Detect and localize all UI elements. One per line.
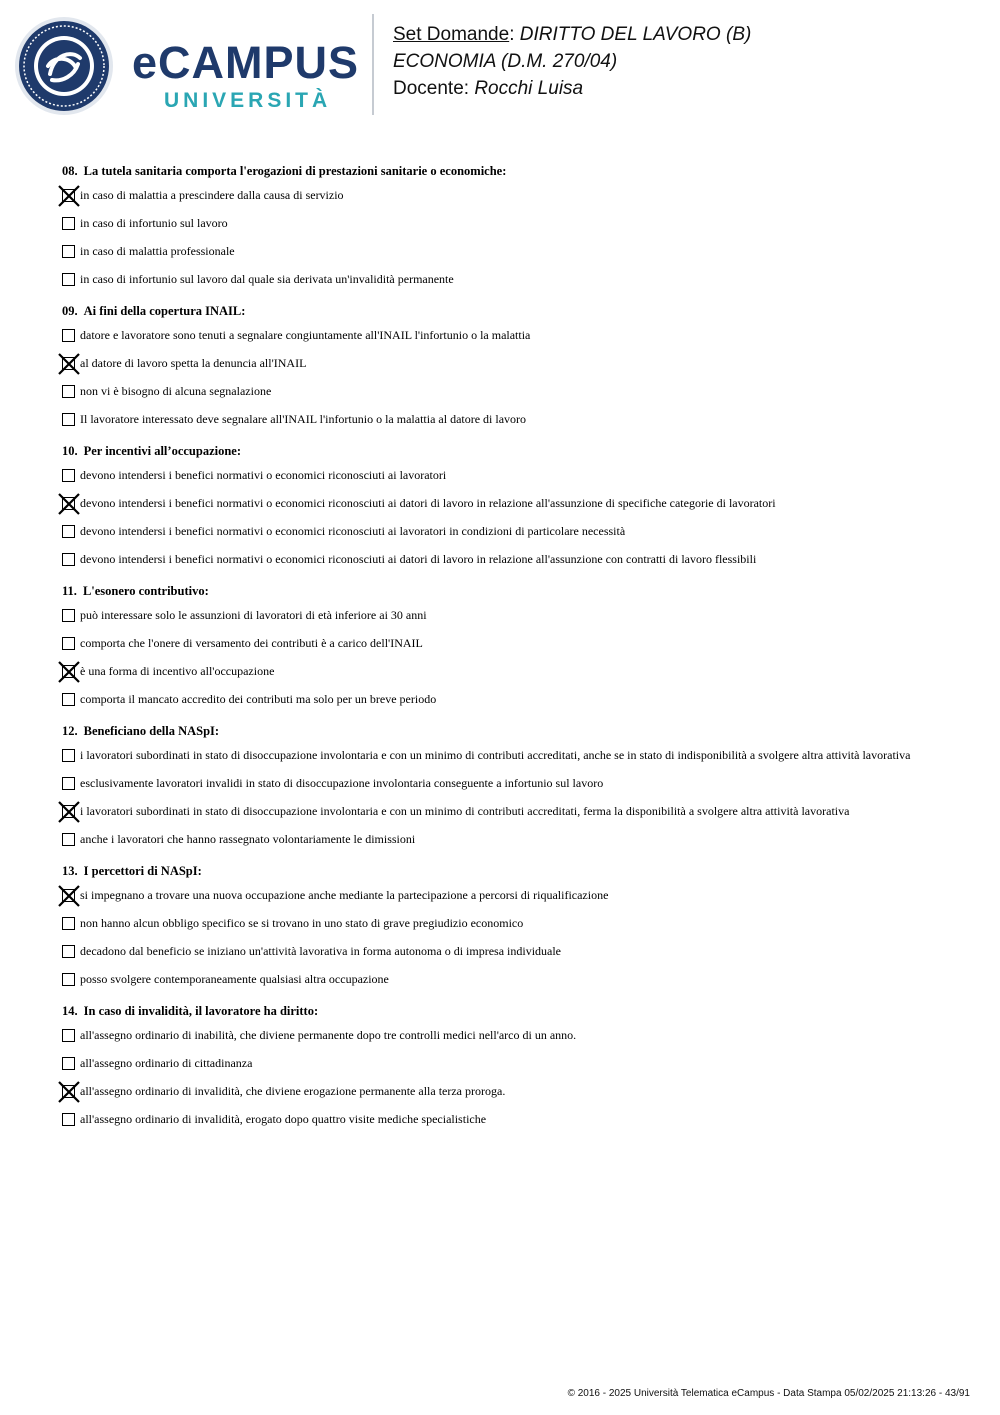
question-text: Per incentivi all’occupazione: [83,444,242,458]
cross-mark-icon [58,353,80,375]
set-label: Set Domande [393,24,510,45]
questions-list [62,163,942,1143]
university-seal-icon [14,16,114,116]
question-block [62,583,942,709]
ecampus-logo [14,16,359,116]
answer-text: all'assegno ordinario di inabilità, che diviene permanente dopo tre controlli medici nell'arco di un anno. [80,1028,577,1042]
checked-checkbox[interactable] [62,357,75,370]
question-title [62,863,942,879]
answer-option[interactable] [62,496,942,513]
question-number: 12. [62,724,78,738]
answer-text: posso svolgere contemporaneamente qualsiasi altra occupazione [80,972,389,986]
checkbox[interactable] [62,749,75,762]
checkbox[interactable] [62,1057,75,1070]
question-title [62,723,942,739]
answer-option[interactable] [62,1112,942,1129]
course-title: DIRITTO DEL LAVORO (B) [519,24,752,45]
checked-checkbox[interactable] [62,189,75,202]
checked-checkbox[interactable] [62,665,75,678]
answer-text: devono intendersi i benefici normativi o economici riconosciuti ai lavoratori in condizioni di particolare necessità [80,524,626,538]
teacher-line [393,75,751,102]
answer-option[interactable] [62,552,942,569]
question-text: La tutela sanitaria comporta l'erogazioni di prestazioni sanitarie o economiche: [83,164,507,178]
answer-option[interactable] [62,1084,942,1101]
answer-option[interactable] [62,944,942,961]
checked-checkbox[interactable] [62,805,75,818]
answer-text: può interessare solo le assunzioni di lavoratori di età inferiore ai 30 anni [80,608,427,622]
cross-mark-icon [58,1081,80,1103]
checkbox[interactable] [62,1113,75,1126]
answer-option[interactable] [62,524,942,541]
cross-mark-icon [58,801,80,823]
answer-text: in caso di infortunio sul lavoro dal quale sia derivata un'invalidità permanente [80,272,454,286]
answer-text: comporta il mancato accredito dei contributi ma solo per un breve periodo [80,692,437,706]
checkbox[interactable] [62,609,75,622]
answer-text: è una forma di incentivo all'occupazione [80,664,275,678]
checkbox[interactable] [62,833,75,846]
question-block [62,303,942,429]
answer-text: si impegnano a trovare una nuova occupazione anche mediante la partecipazione a percorsi di riqualificazione [80,888,609,902]
question-number: 14. [62,1004,78,1018]
cross-mark-icon [58,185,80,207]
header-divider [372,14,374,115]
cross-mark-icon [58,493,80,515]
answer-option[interactable] [62,468,942,485]
answer-text: i lavoratori subordinati in stato di disoccupazione involontaria e con un minimo di contributi accreditati, anche se in stato di indisponibilità a svolgere altra attività lavorativa [80,748,911,762]
answer-text: all'assegno ordinario di cittadinanza [80,1056,253,1070]
cross-mark-icon [58,661,80,683]
checkbox[interactable] [62,637,75,650]
answer-option[interactable] [62,1028,942,1045]
question-number: 11. [62,584,77,598]
checkbox[interactable] [62,385,75,398]
checkbox[interactable] [62,525,75,538]
answer-option[interactable] [62,412,942,429]
answer-text: non hanno alcun obbligo specifico se si trovano in uno stato di grave pregiudizio economico [80,916,524,930]
question-number: 08. [62,164,78,178]
answer-option[interactable] [62,1056,942,1073]
checkbox[interactable] [62,553,75,566]
answer-text: devono intendersi i benefici normativi o economici riconosciuti ai lavoratori [80,468,447,482]
question-number: 09. [62,304,78,318]
question-block [62,163,942,289]
checkbox[interactable] [62,413,75,426]
question-number: 13. [62,864,78,878]
answer-option[interactable] [62,692,942,709]
answer-option[interactable] [62,664,942,681]
question-text: Ai fini della copertura INAIL: [83,304,246,318]
answer-text: datore e lavoratore sono tenuti a segnalare congiuntamente all'INAIL l'infortunio o la malattia [80,328,531,342]
answer-text: non vi è bisogno di alcuna segnalazione [80,384,272,398]
answer-text: in caso di malattia a prescindere dalla causa di servizio [80,188,344,202]
question-block [62,1003,942,1129]
answer-option[interactable] [62,972,942,989]
answer-option[interactable] [62,384,942,401]
answer-text: in caso di infortunio sul lavoro [80,216,228,230]
answer-option[interactable] [62,328,942,345]
question-text: Beneficiano della NASpI: [83,724,220,738]
question-number: 10. [62,444,78,458]
answer-option[interactable] [62,804,942,821]
question-title [62,303,942,319]
checkbox[interactable] [62,917,75,930]
answer-option[interactable] [62,356,942,373]
answer-option[interactable] [62,832,942,849]
teacher-label: Docente: [393,78,470,99]
checked-checkbox[interactable] [62,1085,75,1098]
answer-option[interactable] [62,608,942,625]
teacher-name: Rocchi Luisa [474,78,584,99]
checkbox[interactable] [62,245,75,258]
checkbox[interactable] [62,217,75,230]
set-title-line-1: Set Domande: DIRITTO DEL LAVORO (B) [393,24,752,45]
answer-option[interactable] [62,216,942,233]
logo-subtitle: UNIVERSITÀ [164,89,332,112]
answer-text: all'assegno ordinario di invalidità, erogato dopo quattro visite mediche specialistiche [80,1112,487,1126]
answer-text: devono intendersi i benefici normativi o economici riconosciuti ai datori di lavoro in relazione all'assunzione con contratti di lavoro flessibili [80,552,757,566]
answer-text: i lavoratori subordinati in stato di disoccupazione involontaria e con un minimo di contributi accreditati, ferma la disponibilità a svolgere altra attività lavorativa [80,804,850,818]
cross-mark-icon [58,885,80,907]
course-subtitle: ECONOMIA (D.M. 270/04) [393,51,618,72]
question-title [62,163,942,179]
answer-option[interactable] [62,776,942,793]
question-title [62,1003,942,1019]
answer-option[interactable] [62,636,942,653]
question-text: In caso di invalidità, il lavoratore ha diritto: [83,1004,319,1018]
question-block [62,443,942,569]
question-block [62,863,942,989]
question-title [62,443,942,459]
answer-text: devono intendersi i benefici normativi o economici riconosciuti ai datori di lavoro in relazione all'assunzione di specifiche categorie di lavoratori [80,496,776,510]
answer-option[interactable] [62,888,942,905]
answer-text: esclusivamente lavoratori invalidi in stato di disoccupazione involontaria conseguente a infortunio sul lavoro [80,776,604,790]
answer-text: comporta che l'onere di versamento dei contributi è a carico dell'INAIL [80,636,423,650]
checked-checkbox[interactable] [62,497,75,510]
answer-option[interactable] [62,748,942,765]
checkbox[interactable] [62,973,75,986]
checkbox[interactable] [62,693,75,706]
question-block [62,723,942,849]
answer-text: anche i lavoratori che hanno rassegnato volontariamente le dimissioni [80,832,416,846]
answer-option[interactable] [62,916,942,933]
document-header [393,21,751,102]
answer-text: Il lavoratore interessato deve segnalare all'INAIL l'infortunio o la malattia al datore di lavoro [80,412,527,426]
question-title [62,583,942,599]
page-footer: © 2016 - 2025 Università Telematica eCampus - Data Stampa 05/02/2025 21:13:26 - 43/91 [567,1388,970,1399]
question-text: I percettori di NASpI: [83,864,202,878]
checkbox[interactable] [62,1029,75,1042]
answer-text: in caso di malattia professionale [80,244,235,258]
checkbox[interactable] [62,273,75,286]
answer-text: all'assegno ordinario di invalidità, che diviene erogazione permanente alla terza proroga. [80,1084,506,1098]
answer-option[interactable] [62,272,942,289]
answer-text: decadono dal beneficio se iniziano un'attività lavorativa in forma autonoma o di impresa individuale [80,944,562,958]
logo-wordmark: eCAMPUS [132,37,360,88]
checkbox[interactable] [62,329,75,342]
answer-option[interactable] [62,244,942,261]
checkbox[interactable] [62,469,75,482]
checked-checkbox[interactable] [62,889,75,902]
answer-text: al datore di lavoro spetta la denuncia all'INAIL [80,356,307,370]
checkbox[interactable] [62,777,75,790]
question-text: L'esonero contributivo: [82,584,209,598]
answer-option[interactable] [62,188,942,205]
checkbox[interactable] [62,945,75,958]
